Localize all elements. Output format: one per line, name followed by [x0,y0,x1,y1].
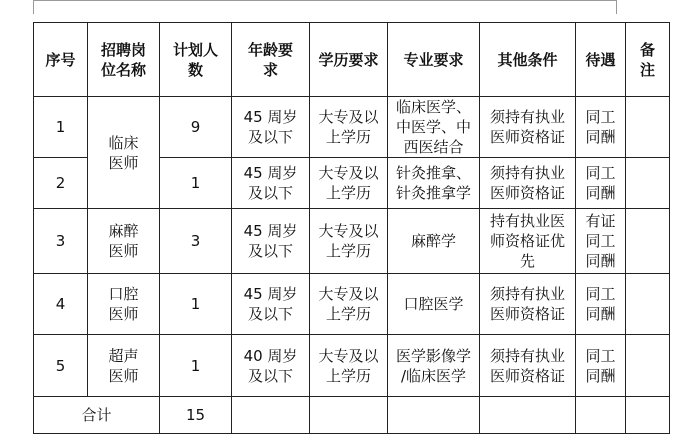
cell-other: 须持有执业 医师资格证 [480,97,576,158]
cell-seq: 4 [34,274,88,335]
empty-cell [576,397,626,434]
header-remark: 备 注 [626,23,670,97]
cell-planned: 1 [160,335,232,397]
header-education: 学历要求 [310,23,388,97]
empty-cell [480,397,576,434]
table-row [34,97,670,158]
cell-planned: 1 [160,274,232,335]
total-planned: 15 [160,397,232,434]
cell-education: 大专及以 上学历 [310,209,388,274]
empty-cell [232,397,310,434]
cell-education: 大专及以 上学历 [310,158,388,209]
empty-cell [310,397,388,434]
cell-other: 须持有执业 医师资格证 [480,274,576,335]
cell-major: 口腔医学 [388,274,480,335]
cell-remark [626,97,670,158]
header-major: 专业要求 [388,23,480,97]
cell-treatment: 同工 同酬 [576,335,626,397]
cell-other: 须持有执业 医师资格证 [480,158,576,209]
header-planned: 计划人 数 [160,23,232,97]
recruitment-table [33,22,670,434]
page-corner-right [616,0,617,14]
cell-education: 大专及以 上学历 [310,274,388,335]
cell-seq: 1 [34,97,88,158]
cell-treatment: 有证 同工 同酬 [576,209,626,274]
empty-cell [388,397,480,434]
cell-major: 麻醉学 [388,209,480,274]
cell-treatment: 同工 同酬 [576,158,626,209]
table-row [34,335,670,397]
cell-planned: 1 [160,158,232,209]
header-treatment: 待遇 [576,23,626,97]
cell-education: 大专及以 上学历 [310,97,388,158]
cell-planned: 3 [160,209,232,274]
table-row [34,274,670,335]
header-age: 年龄要 求 [232,23,310,97]
header-position: 招聘岗 位名称 [88,23,160,97]
cell-treatment: 同工 同酬 [576,97,626,158]
header-other: 其他条件 [480,23,576,97]
cell-seq: 5 [34,335,88,397]
cell-major: 医学影像学 /临床医学 [388,335,480,397]
cell-other: 持有执业医 师资格证优 先 [480,209,576,274]
cell-position-merged: 临床 医师 [88,97,160,209]
cell-age: 45 周岁 及以下 [232,274,310,335]
cell-education: 大专及以 上学历 [310,335,388,397]
page-corner-left [33,0,34,14]
total-row [34,397,670,434]
table-row [34,209,670,274]
cell-age: 40 周岁 及以下 [232,335,310,397]
cell-treatment: 同工 同酬 [576,274,626,335]
cell-major: 针灸推拿、 针灸推拿学 [388,158,480,209]
cell-seq: 3 [34,209,88,274]
cell-planned: 9 [160,97,232,158]
header-seq: 序号 [34,23,88,97]
cell-other: 须持有执业 医师资格证 [480,335,576,397]
cell-remark [626,335,670,397]
cell-remark [626,158,670,209]
cell-age: 45 周岁 及以下 [232,97,310,158]
cell-position: 口腔 医师 [88,274,160,335]
total-label: 合计 [34,397,160,434]
empty-cell [626,397,670,434]
page-top-border [33,0,617,1]
cell-remark [626,209,670,274]
cell-seq: 2 [34,158,88,209]
cell-position: 超声 医师 [88,335,160,397]
cell-major: 临床医学、 中医学、中 西医结合 [388,97,480,158]
cell-age: 45 周岁 及以下 [232,158,310,209]
cell-position: 麻醉 医师 [88,209,160,274]
cell-remark [626,274,670,335]
cell-age: 45 周岁 及以下 [232,209,310,274]
header-row [34,23,670,97]
